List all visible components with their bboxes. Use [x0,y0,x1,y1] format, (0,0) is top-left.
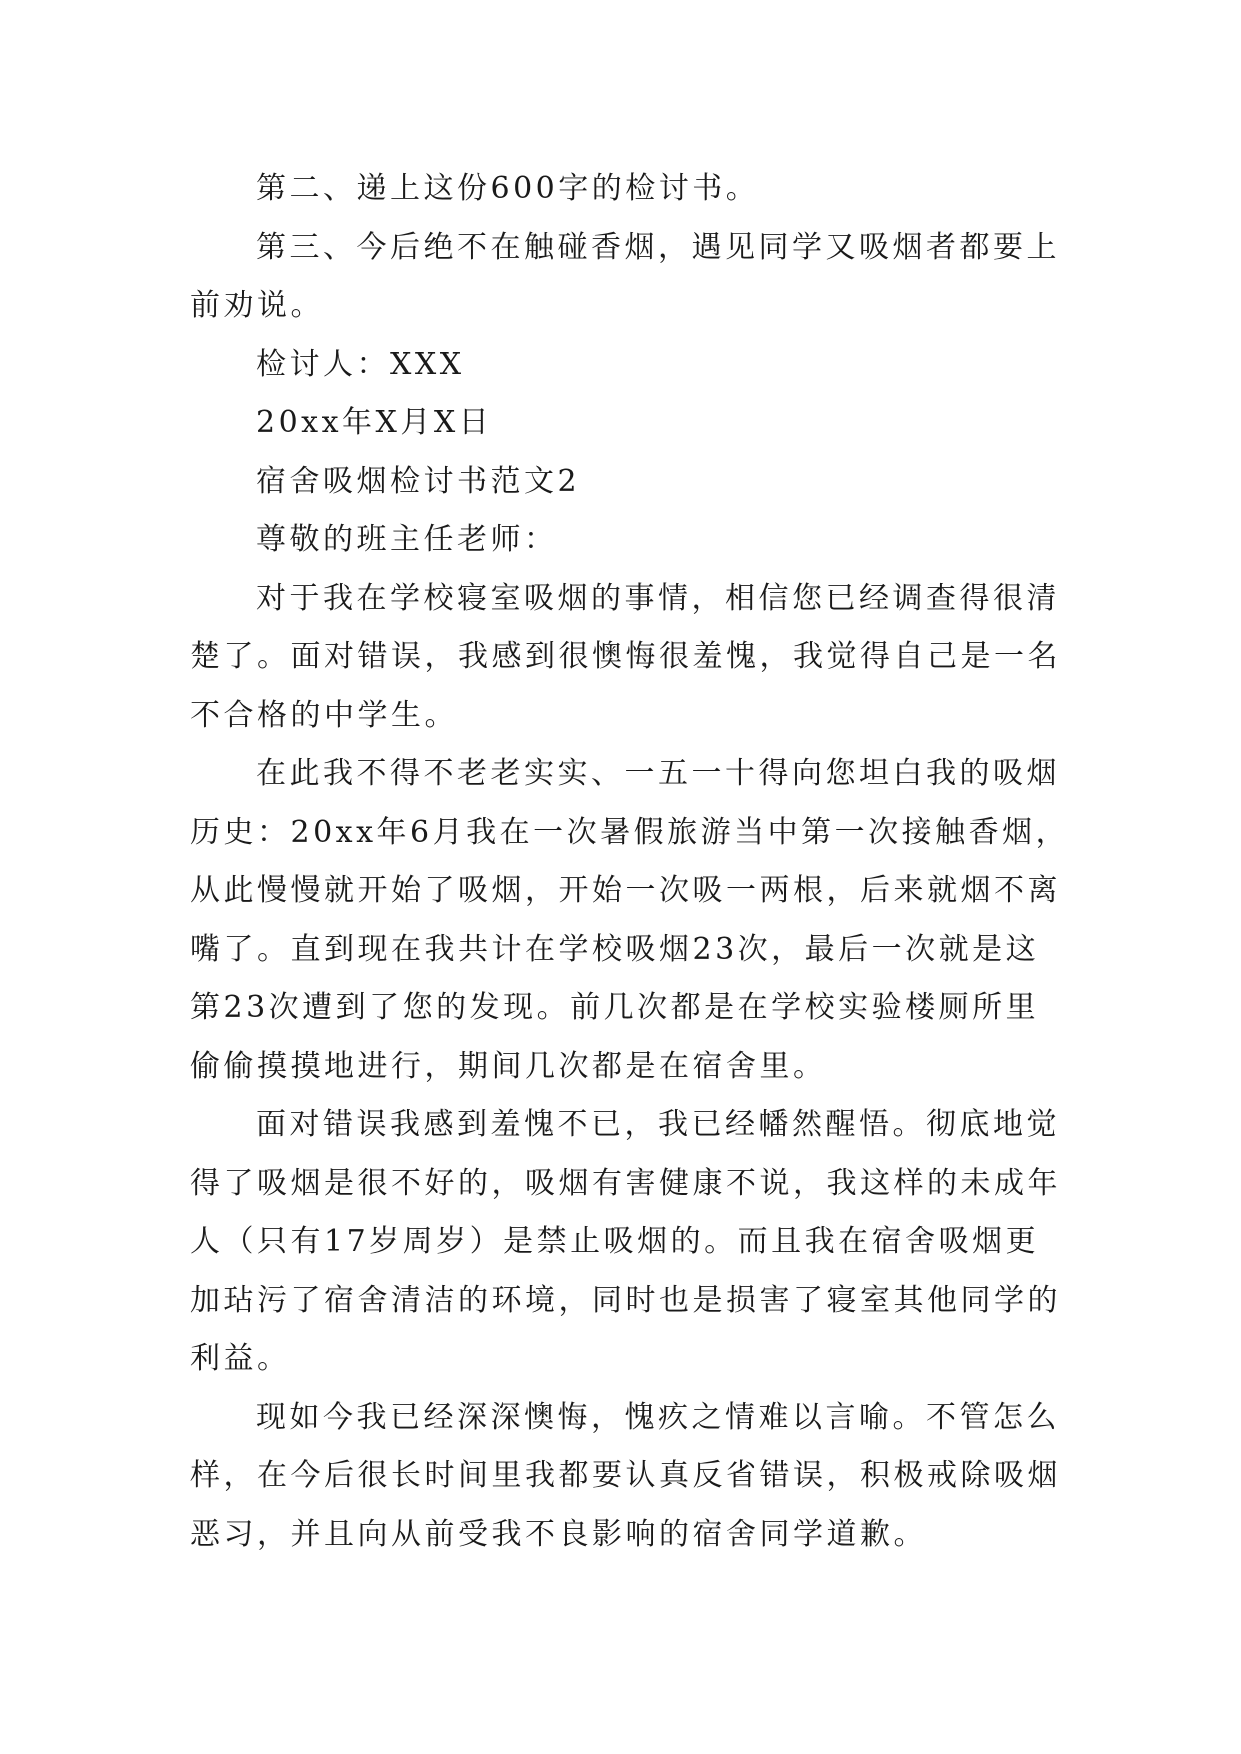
document-body [190,160,1070,1564]
text-line: 样，在今后很长时间里我都要认真反省错误，积极戒除吸烟 [190,1458,1061,1493]
text-line: 不合格的中学生。 [190,697,458,733]
text-line: 对于我在学校寝室吸烟的事情，相信您已经调查得很清 [256,580,1060,616]
text-line: 在此我不得不老老实实、一五一十得向您坦白我的吸烟 [256,756,1060,791]
text-line: 第三、今后绝不在触碰香烟，遇见同学又吸烟者都要上 [256,229,1060,265]
text-line: 第23次遭到了您的发现。前几次都是在学校实验楼厕所里 [190,990,1040,1025]
text-line: 从此慢慢就开始了吸烟，开始一次吸一两根，后来就烟不离 [190,873,1061,908]
text-line: 利益。 [190,1341,291,1376]
text-line: 得了吸烟是很不好的，吸烟有害健康不说，我这样的未成年 [190,1165,1061,1201]
text-line: 第二、递上这份600字的检讨书。 [256,171,760,206]
text-line: 尊敬的班主任老师： [256,522,558,557]
text-line: 楚了。面对错误，我感到很懊悔很羞愧，我觉得自己是一名 [190,639,1061,674]
text-line: 20xx年X月X日 [256,405,493,440]
text-line: 人（只有17岁周岁）是禁止吸烟的。而且我在宿舍吸烟更 [190,1224,1040,1259]
text-line: 嘴了。直到现在我共计在学校吸烟23次，最后一次就是这 [190,931,1040,967]
text-line: 恶习，并且向从前受我不良影响的宿舍同学道歉。 [190,1516,927,1552]
text-line: 检讨人：XXX [256,346,465,382]
text-line: 加玷污了宿舍清洁的环境，同时也是损害了寝室其他同学的 [190,1282,1061,1318]
text-line: 前劝说。 [190,288,324,323]
text-line: 历史：20xx年6月我在一次暑假旅游当中第一次接触香烟， [190,814,1070,850]
text-line: 面对错误我感到羞愧不已，我已经幡然醒悟。彻底地觉 [256,1107,1060,1142]
text-line: 现如今我已经深深懊悔，愧疚之情难以言喻。不管怎么 [256,1399,1060,1435]
text-line: 偷偷摸摸地进行，期间几次都是在宿舍里。 [190,1048,827,1084]
text-line: 宿舍吸烟检讨书范文2 [256,463,581,499]
